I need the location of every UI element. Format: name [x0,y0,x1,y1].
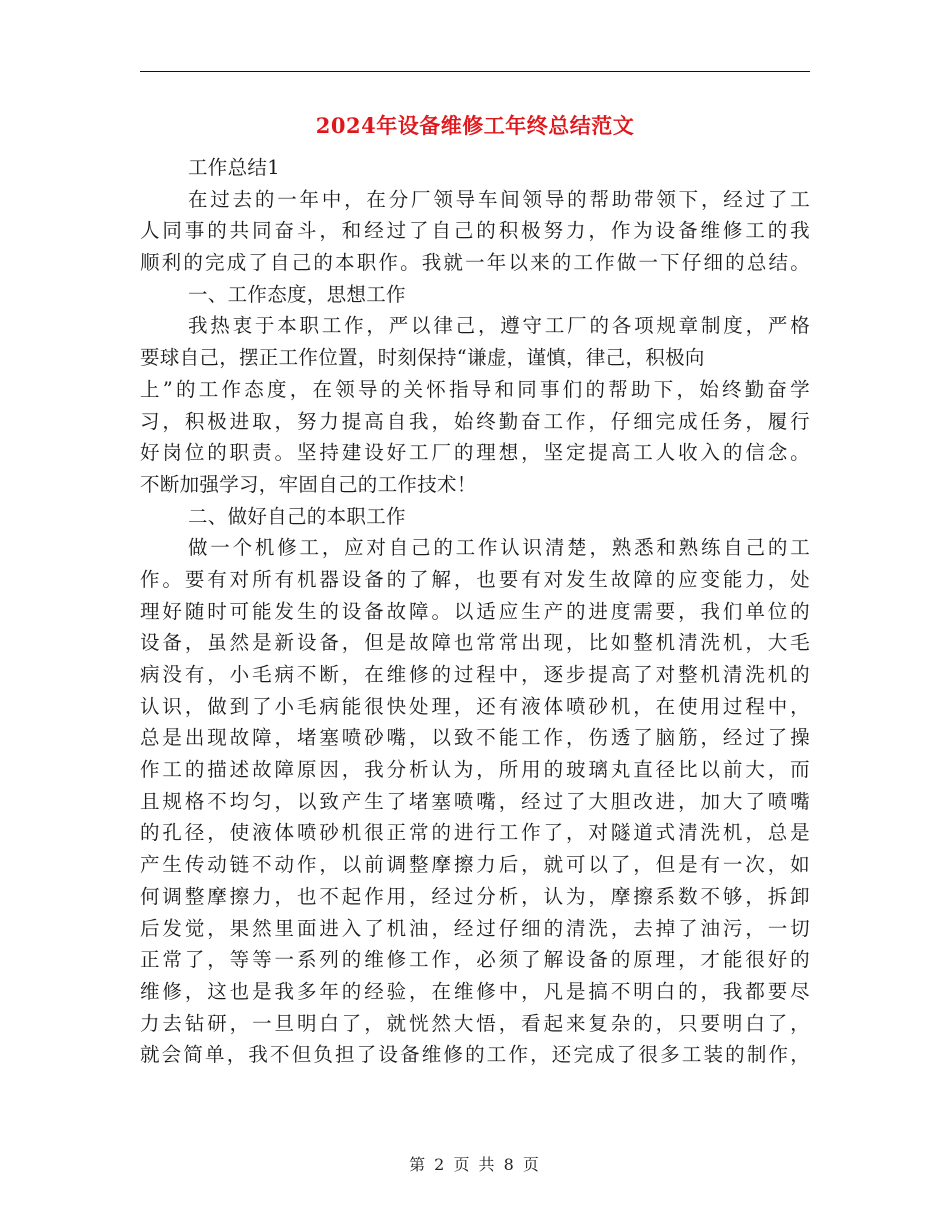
document-body [140,152,810,1071]
body-text-line: 要球自己，摆正工作位置，时刻保持“谦虚，谨慎，律己，积极向 [140,346,705,370]
body-text-line: 顺利的完成了自己的本职作。我就一年以来的工作做一下仔细的总结。 [140,251,810,275]
body-text-line: 我热衷于本职工作，严以律己，遵守工厂的各项规章制度，严格 [188,314,810,338]
body-text-line: 在过去的一年中，在分厂领导车间领导的帮助带领下，经过了工 [188,187,810,211]
body-text-line: 作。要有对所有机器设备的了解，也要有对发生故障的应变能力，处 [140,567,810,591]
body-text-line: 好岗位的职责。坚持建设好工厂的理想，坚定提高工人收入的信念。 [140,441,810,465]
body-text-line: 一、工作态度，思想工作 [188,282,406,306]
body-text-line: 的孔径，使液体喷砂机很正常的进行工作了，对隧道式清洗机，总是 [140,821,810,845]
body-text-line: 且规格不均匀，以致产生了堵塞喷嘴，经过了大胆改进，加大了喷嘴 [140,789,810,813]
body-text-line: 设备，虽然是新设备，但是故障也常常出现，比如整机清洗机，大毛 [140,631,810,655]
header-rule [140,71,810,72]
body-text-line: 人同事的共同奋斗，和经过了自己的积极努力，作为设备维修工的我 [140,219,810,243]
body-text-line: 产生传动链不动作，以前调整摩擦力后，就可以了，但是有一次，如 [140,853,810,877]
body-text-line: 认识，做到了小毛病能很快处理，还有液体喷砂机，在使用过程中， [140,694,810,718]
body-text-line: 作工的描述故障原因，我分析认为，所用的玻璃丸直径比以前大，而 [140,758,810,782]
body-text-line: 正常了，等等一系列的维修工作，必须了解设备的原理，才能很好的 [140,948,810,972]
body-text-line: 工作总结1 [188,156,280,179]
body-text-line: 病没有，小毛病不断，在维修的过程中，逐步提高了对整机清洗机的 [140,663,810,686]
body-text-line: 不断加强学习，牢固自己的工作技术！ [140,472,477,496]
body-text-line: 习，积极进取，努力提高自我，始终勤奋工作，仔细完成任务，履行 [140,409,810,433]
body-text-line: 做一个机修工，应对自己的工作认识清楚，熟悉和熟练自己的工 [188,536,810,560]
body-text-line: 二、做好自己的本职工作 [188,504,406,528]
body-text-line: 总是出现故障，堵塞喷砂嘴，以致不能工作，伤透了脑筋，经过了操 [140,726,810,750]
body-text-line: 力去钻研，一旦明白了，就恍然大悟，看起来复杂的，只要明白了， [140,1011,810,1035]
page-number-footer: 第 2 页 共 8 页 [409,1155,541,1174]
body-text-line: 维修，这也是我多年的经验，在维修中，凡是搞不明白的，我都要尽 [140,979,810,1003]
body-text-line: 就会简单，我不但负担了设备维修的工作，还完成了很多工装的制作， [140,1043,810,1067]
document-title: 2024年设备维修工年终总结范文 [315,113,635,138]
body-text-line: 上”的工作态度，在领导的关怀指导和同事们的帮助下，始终勤奋学 [140,377,810,401]
body-text-line: 后发觉，果然里面进入了机油，经过仔细的清洗，去掉了油污，一切 [140,916,810,940]
body-text-line: 何调整摩擦力，也不起作用，经过分析，认为，摩擦系数不够，拆卸 [140,884,810,908]
body-text-line: 理好随时可能发生的设备故障。以适应生产的进度需要，我们单位的 [140,599,810,623]
